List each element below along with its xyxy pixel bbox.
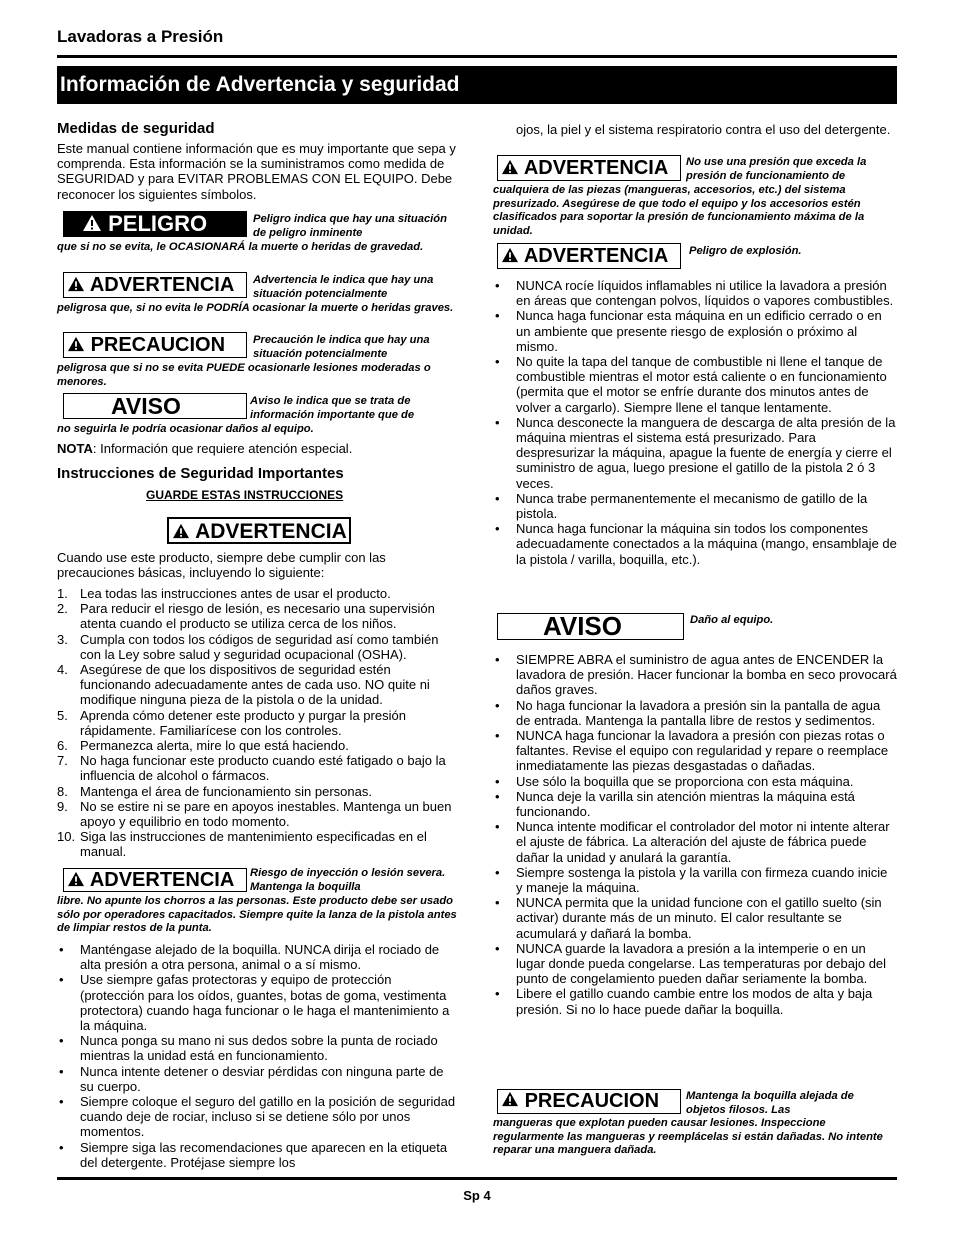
item-text: Permanezca alerta, mire lo que está haciendo. xyxy=(80,738,349,754)
riesgo-description-b: libre. No apunte los chorros a las personas. Este producto debe ser usado sólo por operadores capacitados. Siempre quite la lanza de la pistola antes de limpiar restos de la punta. xyxy=(57,895,457,935)
bullet-item: • Nunca haga funcionar esta máquina en un edificio cerrado o en un ambiente que presente riesgo de explosión o próximo al mismo. xyxy=(493,308,897,354)
advertencia-label: ADVERTENCIA xyxy=(523,245,669,267)
warning-triangle-icon xyxy=(67,870,85,892)
filosos-description-a: Mantenga la boquilla alejada de objetos filosos. Las xyxy=(686,1090,854,1116)
bullet-item: • Use siempre gafas protectoras y equipo de protección (protección para los oídos, guantes, botas de goma, vestimenta protectora) cuando haga funcionar o le haga el mantenimiento a la máquina. xyxy=(57,972,459,1033)
warning-triangle-icon xyxy=(501,245,519,269)
bullet-item: • Nunca haga funcionar la máquina sin todos los componentes adecuadamente conectados a la máquina (mango, ensamblaje de la pistola / varilla, boquilla, etc.). xyxy=(493,521,897,567)
advertencia-signal-main xyxy=(167,517,351,544)
advertencia-description-b: peligrosa que, si no evita le PODRÍA ocasionar la muerte o heridas graves. xyxy=(57,302,454,314)
numbered-item xyxy=(57,708,461,738)
bullet-item: • Siempre coloque el seguro del gatillo en la posición de seguridad cuando deje de rociar, incluso si se detiene sólo por unos momentos. xyxy=(57,1094,459,1140)
aviso-signal: AVISO xyxy=(63,393,247,419)
numbered-item xyxy=(57,829,461,859)
advertencia-signal-explosion xyxy=(497,243,681,269)
continued-text: ojos, la piel y el sistema respiratorio contra el uso del detergente. xyxy=(516,122,891,137)
dano-description: Daño al equipo. xyxy=(690,614,774,626)
filosos-description-b: mangueras que explotan pueden causar lesiones. Inspeccione regularmente las mangueras y reemplácelas si están dañadas. No intente reparar una manguera dañada. xyxy=(493,1117,883,1157)
explosion-description: Peligro de explosión. xyxy=(689,245,802,257)
advertencia-label: ADVERTENCIA xyxy=(523,157,669,179)
left-bullet-list xyxy=(57,942,459,1170)
precaucion-signal xyxy=(63,332,247,358)
bullet-item: • Nunca trabe permanentemente el mecanismo de gatillo de la pistola. xyxy=(493,491,897,521)
warning-triangle-icon xyxy=(67,334,85,358)
numbered-item xyxy=(57,799,461,829)
medidas-text: Este manual contiene información que es muy importante que sepa y comprenda. Esta información se la suministramos como medida de SEGURIDAD y para EVITAR PROBLEMAS CON EL EQUIPO. Debe reconocer los siguientes símbolos. xyxy=(57,141,456,202)
item-number: 4. xyxy=(57,662,68,678)
item-number: 6. xyxy=(57,738,68,754)
instrucciones-heading: Instrucciones de Seguridad Importantes xyxy=(57,465,344,482)
bullet-item: • Siempre siga las recomendaciones que aparecen en la etiqueta del detergente. Protéjase siempre los xyxy=(57,1140,459,1170)
bullet-item: • NUNCA haga funcionar la lavadora a presión con piezas rotas o faltantes. Revise el equipo con regularidad y repare o reemplace inmediatamente las piezas desgastadas o dañadas. xyxy=(493,728,897,774)
warning-triangle-icon xyxy=(82,213,102,237)
item-number: 3. xyxy=(57,631,68,647)
item-text: Lea todas las instrucciones antes de usar el producto. xyxy=(80,586,391,601)
numbered-item xyxy=(57,632,461,662)
precaucion-description-b: peligrosa que si no se evita PUEDE ocasionarle lesiones moderadas o menores. xyxy=(57,362,431,388)
numbered-instructions xyxy=(57,586,461,860)
item-number: 2. xyxy=(57,601,68,617)
aviso-description-a: Aviso le indica que se trata de información importante que de xyxy=(250,395,415,421)
aviso-signal-equipo: AVISO xyxy=(497,613,684,640)
advertencia-signal-presion xyxy=(497,155,681,181)
bullet-item: • Manténgase alejado de la boquilla. NUNCA dirija el rociado de alta presión a otra persona, animal o a sí mismo. xyxy=(57,942,459,972)
right-bullet-list-a xyxy=(493,278,897,567)
header-rule xyxy=(57,55,897,58)
cuando-text: Cuando use este producto, siempre debe cumplir con las precauciones básicas, incluyendo lo siguiente: xyxy=(57,550,386,581)
nota-line xyxy=(57,441,457,456)
numbered-item xyxy=(57,753,461,783)
advertencia-signal xyxy=(63,272,247,298)
bullet-item: • NUNCA guarde la lavadora a presión a la intemperie o en un lugar donde pueda congelarse. Las temperaturas por debajo del punto de congelamiento pueden dañar seriamente la bomba. xyxy=(493,941,897,987)
numbered-item xyxy=(57,586,461,601)
item-text: Mantenga el área de funcionamiento sin personas. xyxy=(80,783,372,799)
bullet-item: • Nunca intente modificar el controlador del motor ni intente alterar el ajuste de fábrica. La alteración del ajuste de fábrica puede dañar la unidad y anulará la garantía. xyxy=(493,819,897,865)
right-bullet-list-b xyxy=(493,652,897,1017)
advertencia-signal-riesgo xyxy=(63,868,247,892)
numbered-item xyxy=(57,601,461,631)
precaucion-signal-filosos xyxy=(497,1089,681,1114)
advertencia-description-a: Advertencia le indica que hay una situación potencialmente xyxy=(253,274,434,300)
item-text: Cumpla con todos los códigos de seguridad así como también con la Ley sobre salud y seguridad ocupacional (OSHA). xyxy=(80,631,439,662)
warning-triangle-icon xyxy=(172,520,190,545)
item-number: 7. xyxy=(57,753,68,769)
item-number: 8. xyxy=(57,783,68,799)
riesgo-description-a: Riesgo de inyección o lesión severa. Mantenga la boquilla xyxy=(250,867,446,893)
medidas-heading: Medidas de seguridad xyxy=(57,120,215,137)
bullet-item: • Nunca desconecte la manguera de descarga de alta presión de la máquina mientras el sistema está presurizado. Para despresurizar la máquina, apague la fuente de energía y cierre el suministro de agua, luego presione el gatillo de la pistola 2 ó 3 veces. xyxy=(493,415,897,491)
precaucion-label: PRECAUCION xyxy=(90,334,226,356)
guarde-instrucciones: GUARDE ESTAS INSTRUCCIONES xyxy=(146,488,344,502)
item-text: Para reducir el riesgo de lesión, es necesario una supervisión atenta cuando el producto se utiliza cerca de los niños. xyxy=(80,601,435,632)
nota-label: NOTA xyxy=(57,441,93,456)
advertencia-label: ADVERTENCIA xyxy=(89,869,235,891)
item-number: 9. xyxy=(57,798,68,814)
bullet-item: • No quite la tapa del tanque de combustible ni llene el tanque de combustible mientras el motor está caliente o en funcionamiento (permita que el motor se enfríe durante dos minutos antes de volver a cargarlo). Siempre llene el tanque lentamente. xyxy=(493,354,897,415)
bullet-item: • NUNCA rocíe líquidos inflamables ni utilice la lavadora a presión en áreas que contengan polvos, líquidos o vapores combustibles. xyxy=(493,278,897,308)
advertencia-label: ADVERTENCIA xyxy=(195,520,347,543)
item-number: 5. xyxy=(57,707,68,723)
item-text: No se estire ni se pare en apoyos inestables. Mantenga un buen apoyo y equilibrio en todo momento. xyxy=(80,798,452,830)
peligro-description-b: que si no se evita, le OCASIONARÁ la muerte o heridas de gravedad. xyxy=(57,241,424,253)
item-number: 10. xyxy=(57,829,76,845)
item-text: Aprenda cómo detener este producto y purgar la presión rápidamente. Familiarícese con los controles. xyxy=(80,707,406,738)
bullet-item: • Nunca ponga su mano ni sus dedos sobre la punta de rociado mientras la unidad está en funcionamiento. xyxy=(57,1033,459,1063)
precaucion-label: PRECAUCION xyxy=(524,1090,660,1112)
aviso-description-b: no seguirla le podría ocasionar daños al equipo. xyxy=(57,423,314,435)
item-number: 1. xyxy=(57,586,68,601)
precaucion-description-a: Precaución le indica que hay una situación potencialmente xyxy=(253,334,430,360)
warning-triangle-icon xyxy=(501,157,519,181)
item-text: No haga funcionar este producto cuando esté fatigado o bajo la influencia de alcohol o fármacos. xyxy=(80,753,446,784)
footer-rule xyxy=(57,1177,897,1180)
bullet-item: • No haga funcionar la lavadora a presión sin la pantalla de agua de entrada. Mantenga la pantalla libre de restos y sedimentos. xyxy=(493,698,897,728)
bullet-item: • Libere el gatillo cuando cambie entre los modos de alta y baja presión. Si no lo hace puede dañar la boquilla. xyxy=(493,986,897,1016)
numbered-item xyxy=(57,738,461,753)
bullet-item: • SIEMPRE ABRA el suministro de agua antes de ENCENDER la lavadora de presión. Hacer funcionar la bomba en seco provocará daños graves. xyxy=(493,652,897,698)
section-header: Lavadoras a Presión xyxy=(57,27,224,46)
warning-triangle-icon xyxy=(67,274,85,298)
advertencia-label: ADVERTENCIA xyxy=(89,274,235,296)
presion-description-a: No use una presión que exceda la presión de funcionamiento de xyxy=(686,156,867,182)
warning-triangle-icon xyxy=(501,1090,519,1113)
peligro-signal xyxy=(63,211,247,237)
bullet-item: • NUNCA permita que la unidad funcione con el gatillo suelto (sin activar) durante más de un minuto. El calor resultante se acumulará y dañará la bomba. xyxy=(493,895,897,941)
bullet-item: • Use sólo la boquilla que se proporciona con esta máquina. xyxy=(493,774,897,789)
peligro-label: PELIGRO xyxy=(108,211,208,236)
bullet-item: • Nunca intente detener o desviar pérdidas con ninguna parte de su cuerpo. xyxy=(57,1064,459,1094)
bullet-item: • Siempre sostenga la pistola y la varilla con firmeza cuando inicie y maneje la máquina. xyxy=(493,865,897,895)
nota-text: : Información que requiere atención especial. xyxy=(92,441,353,456)
page-number: Sp 4 xyxy=(463,1188,491,1203)
item-text: Siga las instrucciones de mantenimiento especificadas en el manual. xyxy=(80,829,427,860)
presion-description-b: cualquiera de las piezas (mangueras, accesorios, etc.) del sistema presurizado. Asegúrese de que todo el equipo y los accesorios estén clasificados para soportar la presión de funcionamiento máxima de la unidad. xyxy=(493,184,865,237)
numbered-item xyxy=(57,784,461,799)
page-title: Información de Advertencia y seguridad xyxy=(57,66,897,104)
bullet-item: • Nunca deje la varilla sin atención mientras la máquina está funcionando. xyxy=(493,789,897,819)
numbered-item xyxy=(57,662,461,708)
peligro-description-a: Peligro indica que hay una situación de peligro inminente xyxy=(253,213,447,239)
item-text: Asegúrese de que los dispositivos de seguridad estén funcionando adecuadamente antes de cada uso. NO quite ni modifique ninguna pieza de la pistola o de la unidad. xyxy=(80,662,430,708)
